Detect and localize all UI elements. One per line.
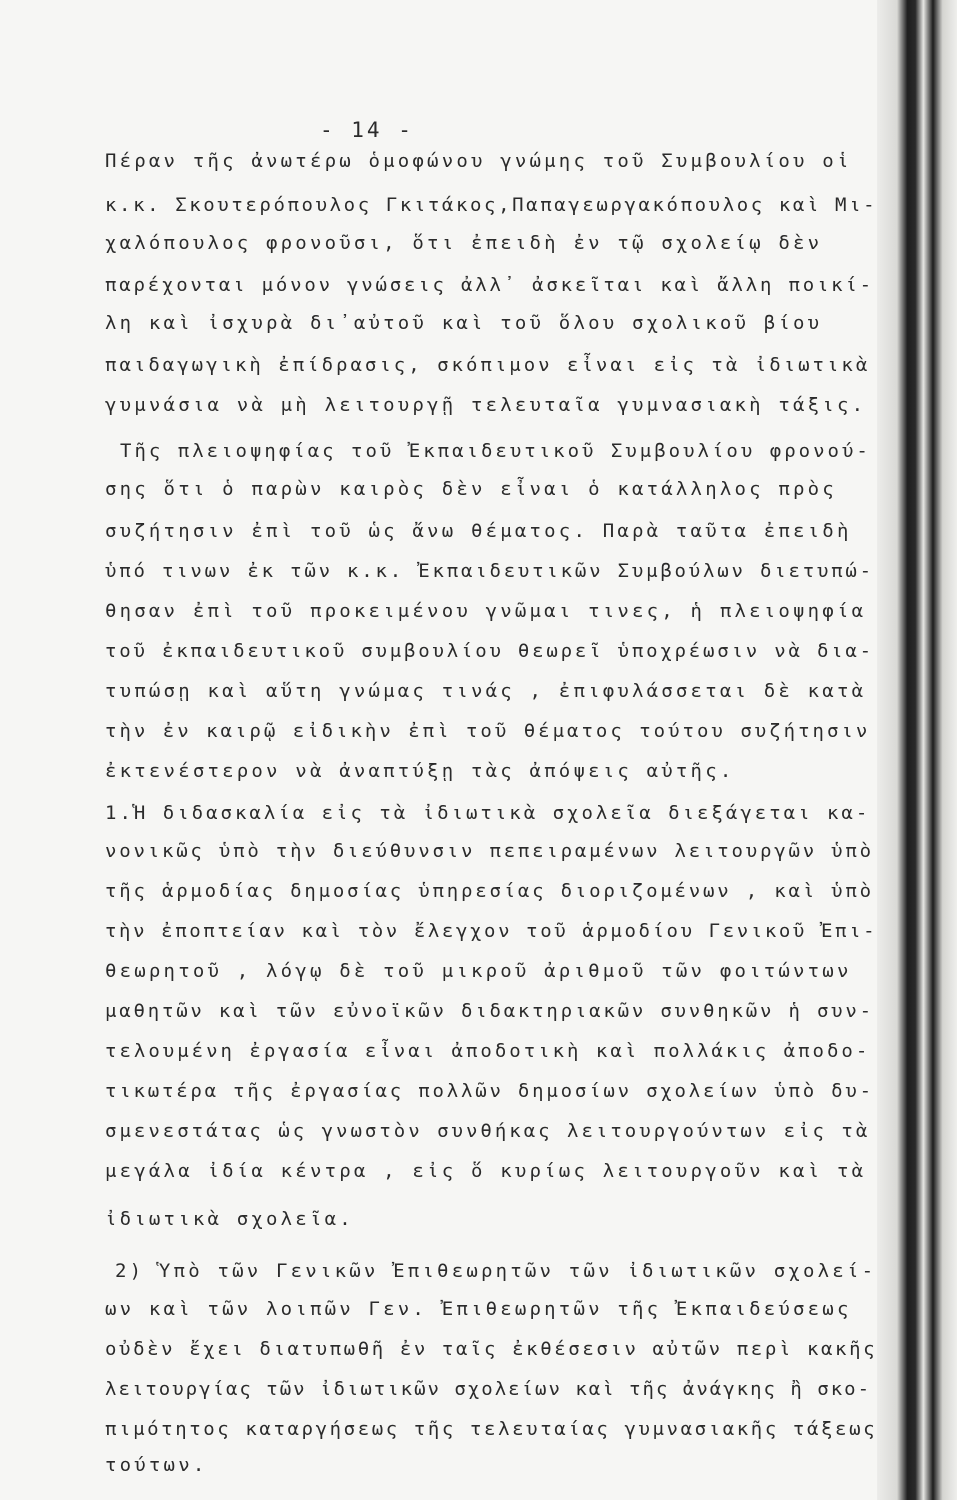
page-number: - 14 - [320, 118, 414, 142]
text-line: τικωτέρα τῆς ἐργασίας πολλῶν δημοσίων σχολείων ὑπὸ δυ- [105, 1080, 874, 1102]
text-line: 1.Ἡ διδασκαλία εἰς τὰ ἰδιωτικὰ σχολεῖα διεξάγεται κα- [105, 802, 871, 824]
text-line: γυμνάσια νὰ μὴ λειτουργῇ τελευταῖα γυμνασιακὴ τάξις. [105, 394, 867, 416]
binding-edge [877, 0, 957, 1500]
text-line: τούτων. [105, 1454, 208, 1476]
text-line: χαλόπουλος φρονοῦσι, ὅτι ἐπειδὴ ἐν τῷ σχολείῳ δὲν [105, 232, 823, 254]
text-line: τὴν ἐποπτείαν καὶ τὸν ἔλεγχον τοῦ ἁρμοδίου Γενικοῦ Ἐπι- [105, 920, 878, 942]
text-line: μεγάλα ἰδία κέντρα , εἰς ὅ κυρίως λειτουργοῦν καὶ τὰ [105, 1160, 867, 1182]
text-line: θησαν ἐπὶ τοῦ προκειμένου γνῶμαι τινες, ἡ πλειοψηφία [105, 600, 867, 622]
text-line: κ.κ. Σκουτερόπουλος Γκιτάκος,Παπαγεωργακόπουλος καὶ Μι- [105, 194, 878, 216]
text-line: τελουμένη ἐργασία εἶναι ἀποδοτικὴ καὶ πολλάκις ἀποδο- [105, 1040, 871, 1062]
text-line: σμενεστάτας ὡς γνωστὸν συνθήκας λειτουργούντων εἰς τὰ [105, 1120, 871, 1142]
text-line: λη καὶ ἰσχυρὰ δι᾽αὐτοῦ καὶ τοῦ ὅλου σχολικοῦ βίου [105, 312, 823, 334]
text-line: Τῆς πλειοψηφίας τοῦ Ἐκπαιδευτικοῦ Συμβουλίου φρονού- [120, 440, 871, 462]
text-line: νονικῶς ὑπὸ τὴν διεύθυνσιν πεπειραμένων λειτουργῶν ὑπὸ [105, 840, 874, 862]
text-line: τὴν ἐν καιρῷ εἰδικὴν ἐπὶ τοῦ θέματος τούτου συζήτησιν [105, 720, 871, 742]
text-line: ἐκτενέστερον νὰ ἀναπτύξῃ τὰς ἀπόψεις αὐτῆς. [105, 760, 735, 782]
text-line: πιμότητος καταργήσεως τῆς τελευταίας γυμνασιακῆς τάξεως [105, 1418, 878, 1440]
text-line: ὑπό τινων ἐκ τῶν κ.κ. Ἐκπαιδευτικῶν Συμβούλων διετυπώ- [105, 560, 874, 582]
text-line: οὐδὲν ἔχει διατυπωθῆ ἐν ταῖς ἐκθέσεσιν αὐτῶν περὶ κακῆς [105, 1338, 878, 1360]
text-line: Πέραν τῆς ἀνωτέρω ὁμοφώνου γνώμης τοῦ Συμβουλίου οἱ [105, 150, 852, 172]
text-line: ων καὶ τῶν λοιπῶν Γεν. Ἐπιθεωρητῶν τῆς Ἐκπαιδεύσεως [105, 1298, 852, 1320]
text-line: ἰδιωτικὰ σχολεῖα. [105, 1208, 354, 1230]
text-line: τοῦ ἐκπαιδευτικοῦ συμβουλίου θεωρεῖ ὑποχρέωσιν νὰ δια- [105, 640, 874, 662]
text-line: λειτουργίας τῶν ἰδιωτικῶν σχολείων καὶ τῆς ἀνάγκης ἢ σκο- [105, 1378, 872, 1400]
text-line: τυπώσῃ καὶ αὕτη γνώμας τινάς , ἐπιφυλάσσεται δὲ κατὰ [105, 680, 867, 702]
text-line: τῆς ἁρμοδίας δημοσίας ὑπηρεσίας διοριζομένων , καὶ ὑπὸ [105, 880, 874, 902]
text-line: θεωρητοῦ , λόγῳ δὲ τοῦ μικροῦ ἀριθμοῦ τῶν φοιτώντων [105, 960, 852, 982]
text-line: 2) Ὑπὸ τῶν Γενικῶν Ἐπιθεωρητῶν τῶν ἰδιωτικῶν σχολεί- [115, 1260, 877, 1282]
text-line: παρέχονται μόνον γνώσεις ἀλλ᾽ ἀσκεῖται καὶ ἄλλη ποικί- [105, 274, 874, 296]
text-line: παιδαγωγικὴ ἐπίδρασις, σκόπιμον εἶναι εἰς τὰ ἰδιωτικὰ [105, 354, 871, 376]
text-line: σης ὅτι ὁ παρὼν καιρὸς δὲν εἶναι ὁ κατάλληλος πρὸς [105, 478, 837, 500]
text-line: μαθητῶν καὶ τῶν εὐνοϊκῶν διδακτηριακῶν συνθηκῶν ἡ συν- [105, 1000, 874, 1022]
text-line: συζήτησιν ἐπὶ τοῦ ὡς ἄνω θέματος. Παρὰ ταῦτα ἐπειδὴ [105, 520, 852, 542]
